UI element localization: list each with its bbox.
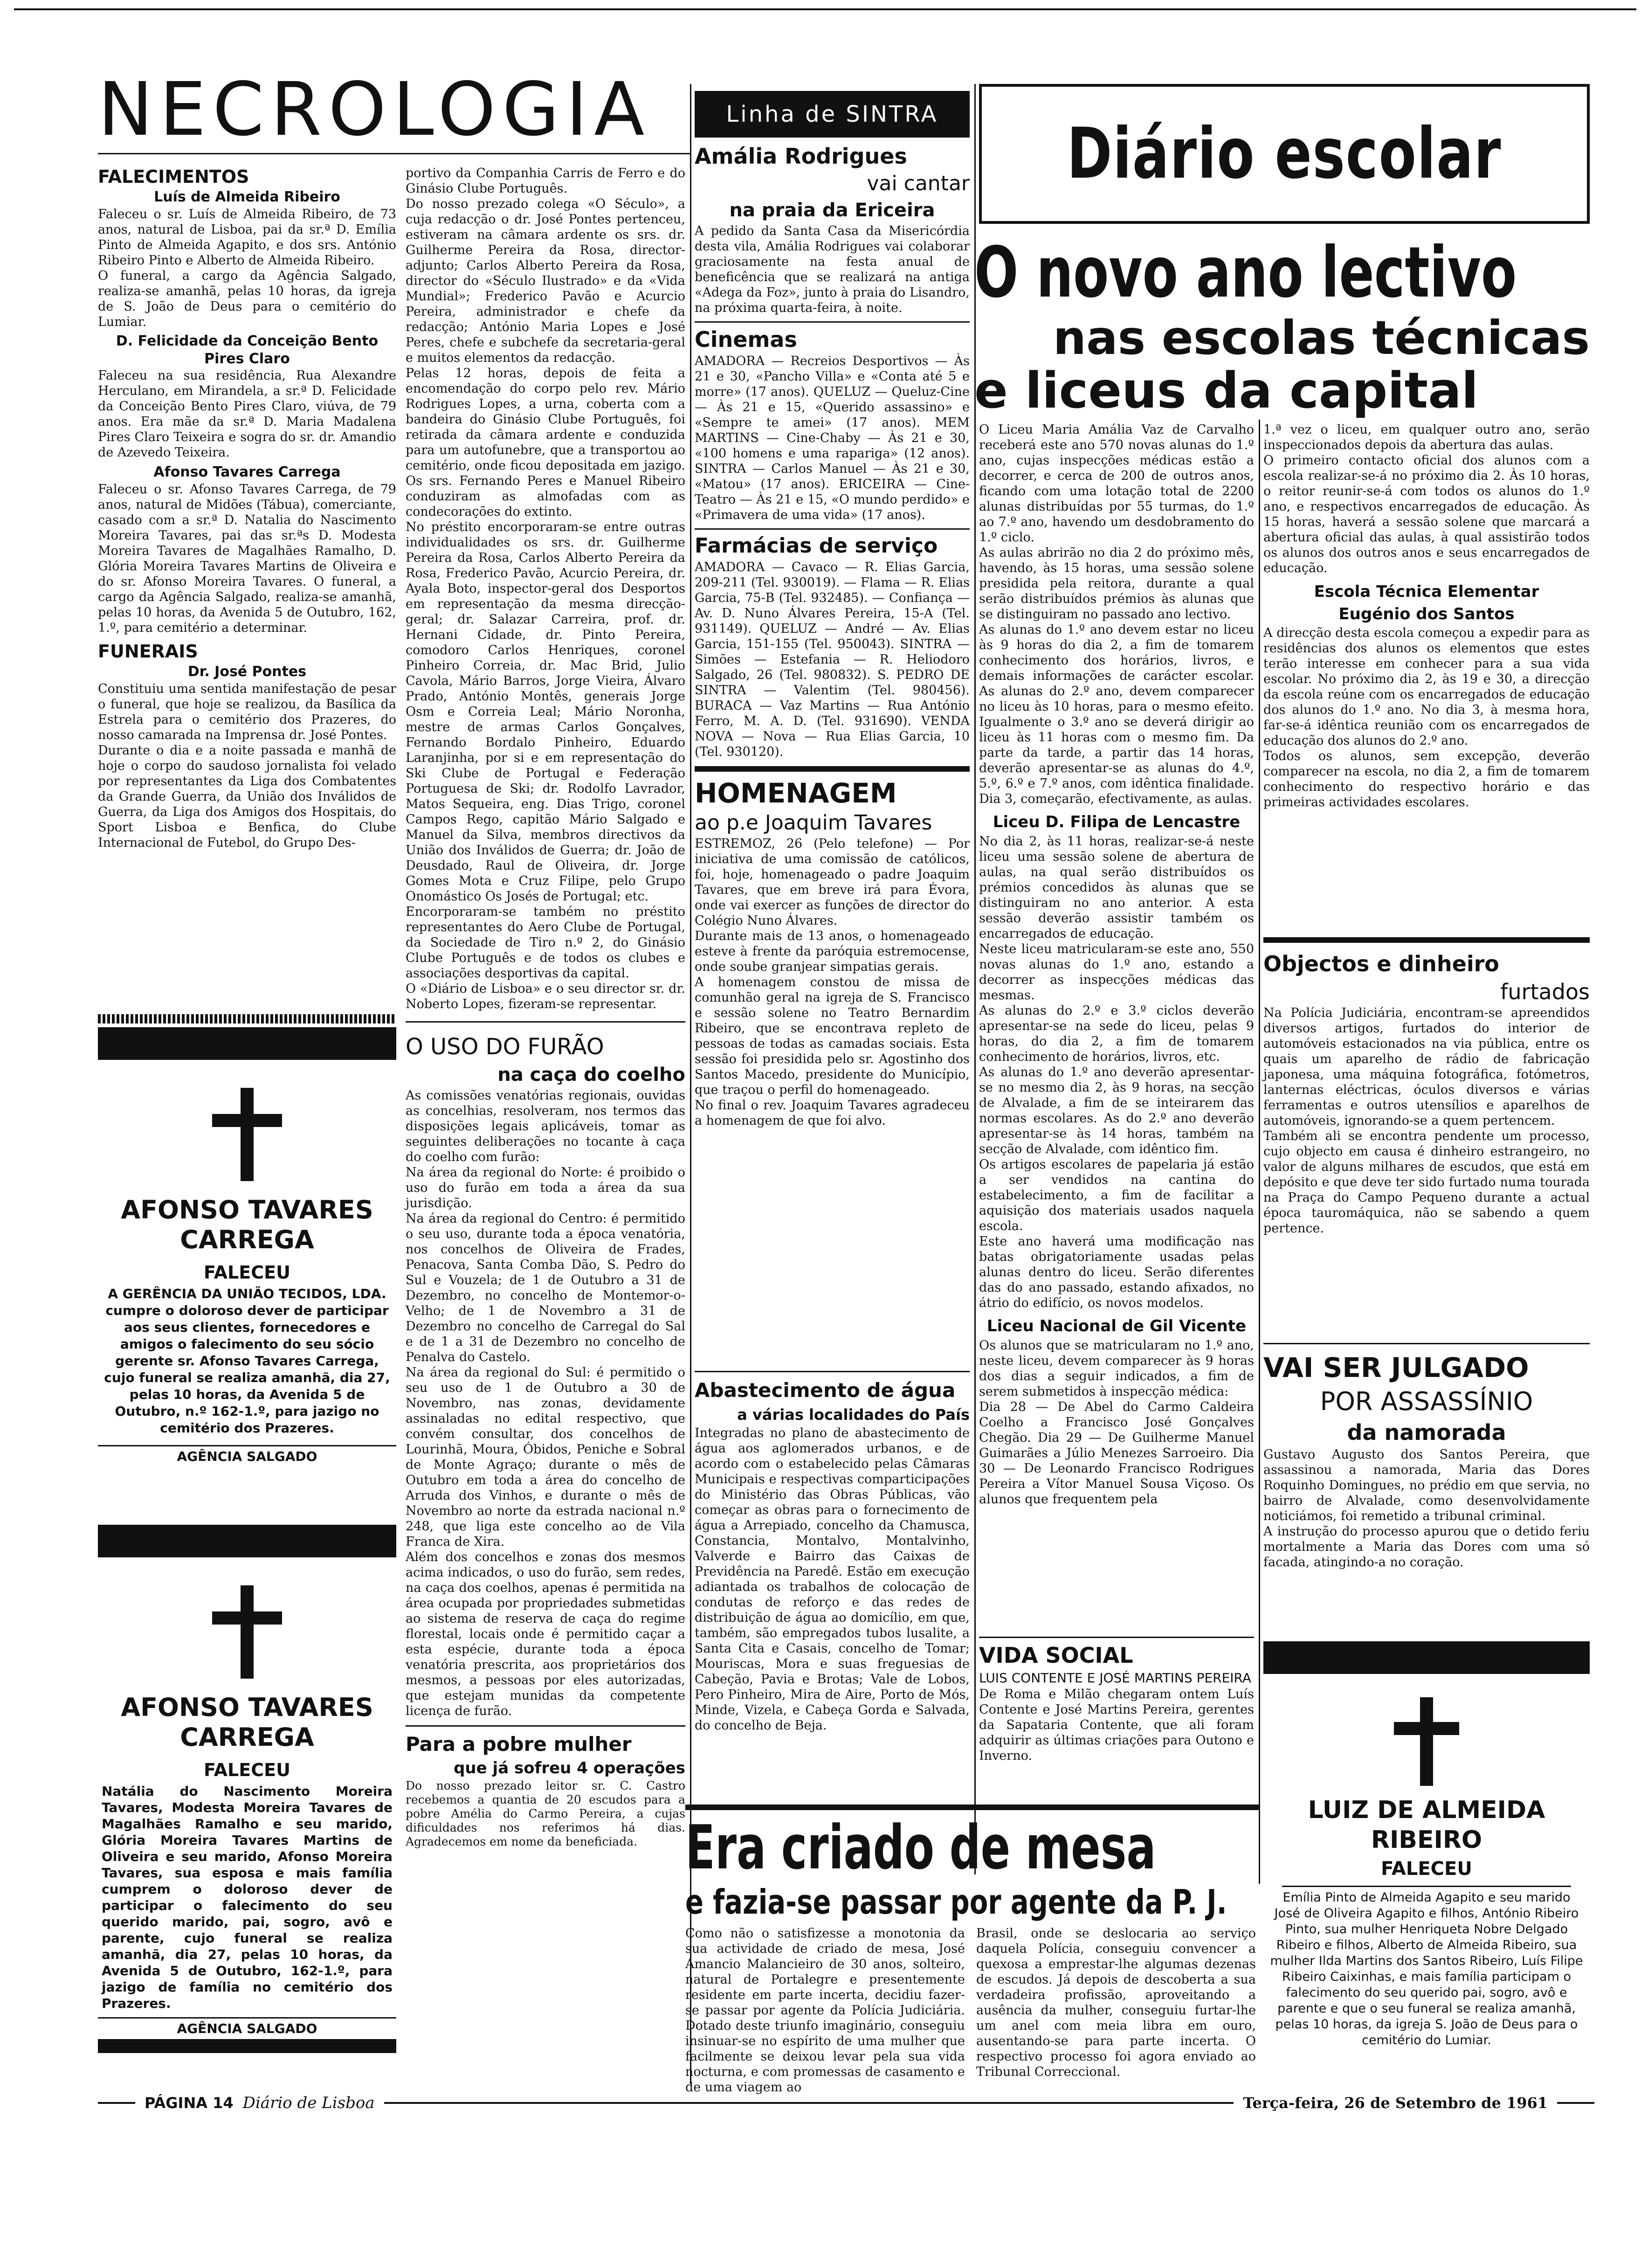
criado-subtitle: e fazia-se passar por agente da P. J. [685, 1882, 1227, 1922]
footer [98, 2089, 1594, 2117]
objectos-sub: furtados [1500, 979, 1590, 1004]
text: ESTREMOZ, 26 (Pelo telefone) — Por iniciativa de uma comissão de católicos, foi, hoje, homenageado o padre Joaquim Tavares, que em breve irá para Évora, onde vai exercer as funções de director do Colégio Nuno Álvares. [695, 837, 970, 928]
text: Este ano haverá uma modificação nas batas obrigatoriamente usadas pelas alunas dentro do liceu. Serão diferentes das do ano passado, estando afixados, no átrio do edifício, os novos modelos. [979, 1234, 1254, 1310]
ad-faleceu: FALECEU [1381, 1858, 1472, 1880]
divider [1263, 1343, 1590, 1344]
ad-name: RIBEIRO [1371, 1826, 1482, 1854]
cinemas-title: Cinemas [695, 327, 797, 352]
julgado-section [1263, 1343, 1590, 1641]
page-number: PÁGINA 14 [145, 2094, 234, 2112]
footer-rule [98, 2102, 135, 2104]
divider [979, 1637, 1254, 1638]
necrologia-left [98, 166, 396, 1098]
text: Brasil, onde se deslocaria ao serviço daquela Polícia, conseguiu convencer a quexosa a emprestar-lhe algumas dezenas de escudos. Já depois de descoberta a sua verdadeira profissão, aproveitando a ausência da mulher, conseguiu furtar-lhe um anel com meia libra em ouro, ausentando-se para parte incerta. O respectivo processo foi agora enviado ao Tribunal Correccional. [976, 1926, 1256, 2079]
issue-date: Terça-feira, 26 de Setembro de 1961 [1243, 2094, 1548, 2112]
headline-2: nas escolas técnicas [1053, 311, 1590, 365]
julgado-title: POR ASSASSÍNIO [1320, 1387, 1533, 1416]
falecimentos-heading: FALECIMENTOS [98, 166, 249, 187]
text: As alunas do 1.º ano devem estar no liceu às 9 horas do dia 2, a fim de tomarem conhecimento dos horários, livros, e demais informações de carácter escolar. As alunas do 2.º ano, devem comparecer no liceu às 10 horas, para o mesmo efeito. Igualmente o 3.º ano se deverá dirigir ao liceu às 11 horas com o mesmo fim. Da parte da tarde, a partir das 14 horas, deverão apresentar-se as alunas do 4.º, 5.º, 6.º e 7.º anos, com idêntica finalidade. Dia 3, começarão, efectivamente, as aulas. [979, 622, 1254, 806]
cross-icon [1394, 1697, 1459, 1786]
julgado-sub: da namorada [1347, 1420, 1506, 1445]
text: Na área da regional do Centro: é permitido o seu uso, durante toda a época venatória, nos concelhos de Oliveira de Frades, Penacova, Santa Comba Dão, S. Pedro do Sul e Vouzela; de 1 de Outubro a 31 de Dezembro, no concelho de Montemor-o-Velho; de 1 de Novembro a 31 de Dezembro no concelho de Carregal do Sal e de 1 a 31 de Dezembro no concelho de Penalva do Castelo. [406, 1211, 685, 1364]
text: As alunas do 2.º e 3.º ciclos deverão apresentar-se na sede do liceu, pelas 9 horas, do dia 2, a fim de tomarem conhecimento de horários, livros, etc. [979, 1003, 1254, 1064]
furao-title: O USO DO FURÃO [406, 1034, 604, 1060]
headline-3: e liceus da capital [974, 362, 1479, 419]
text: 1.ª vez o liceu, em qualquer outro ano, serão inspeccionados depois da abertura das aulas. [1263, 422, 1590, 452]
obit-text: Faleceu o sr. Luís de Almeida Ribeiro, de 73 anos, natural de Lisboa, pai da sr.ª D. Emília Pinto de Almeida Agapito, e dos srs. António Ribeiro Pinto e Alberto de Almeida Ribeiro. [98, 207, 396, 268]
escolar-banner-text: Diário escolar [1067, 113, 1502, 194]
ad-faleceu: FALECEU [204, 1760, 290, 1780]
text: AMADORA — Cavaco — R. Elias Garcia, 209-211 (Tel. 930019). — Flama — R. Elias Garcia, 75-B (Tel. 932485). — Confiança — Av. D. Nuno Álvares Pereira, 15-A (Tel. 931149). QUELUZ — André — Av. Elias Garcia, 151-155 (Tel. 950043). SINTRA — Simões — Estefania — R. Heliodoro Salgado, 26 (Tel. 980832). S. PEDRO DE SINTRA — Valentim (Tel. 980456). BURACA — Vaz Martins — Rua António Ferro, M. A. D. (Tel. 931690). VENDA NOVA — Nova — Rua Elias Garcia, 10 (Tel. 930120). [695, 560, 970, 759]
top-rule [14, 8, 1636, 10]
escolar-banner-box [979, 84, 1590, 224]
obit-text: Durante o dia e a noite passada e manhã de hoje o corpo do saudoso jornalista foi velado por representantes da Liga dos Combatentes da Grande Guerra, da União dos Inválidos de Guerra, da Liga dos Amigos dos Hospitais, do Sport Lisboa e Benfica, do Clube Internacional de Futebol, do Grupo Des- [98, 743, 396, 850]
obit-name: Dr. José Pontes [187, 664, 307, 680]
ad-text: A GERÊNCIA DA UNIÃO TECIDOS, LDA. cumpre o doloroso dever de participar aos seus clientes, fornecedores e amigos o falecimento do seu sócio gerente sr. Afonso Tavares Carrega, cujo funeral se realiza amanhã, dia 27, pelas 10 horas, da Avenida 5 de Outubro, n.º 162-1.º, para jazigo no cemitério dos Prazeres. [104, 1286, 390, 1436]
pobre-subtitle: que já sofreu 4 operações [454, 1759, 685, 1777]
vida-social [979, 1637, 1254, 1786]
text: Durante mais de 13 anos, o homenageado esteve à frente da paróquia estremocense, onde soube granjear simpatias gerais. [695, 929, 970, 974]
text: O «Diário de Lisboa» e o seu director sr. dr. Noberto Lopes, fizeram-se representar. [406, 982, 685, 1011]
escolar-col-b [1263, 422, 1590, 935]
funeral-ad-1 [98, 1014, 396, 1522]
eugenio-title: Escola Técnica Elementar Eugénio dos Santos [1314, 582, 1539, 623]
amalia-sub: vai cantar [867, 172, 970, 195]
text: No final o rev. Joaquim Tavares agradeceu a homenagem de que foi alvo. [695, 1098, 970, 1128]
criado-title: Era criado de mesa [685, 1812, 1156, 1883]
ad-name: LUIZ DE ALMEIDA [1308, 1796, 1545, 1824]
ad-name: AFONSO TAVARES CARREGA [121, 1195, 373, 1254]
text: As comissões venatórias regionais, ouvidas as concelhias, resolveram, nos termos das disposições legais aplicáveis, tomar as seguintes deliberações no tocante à caça do coelho com furão: [406, 1088, 685, 1164]
text: Encorporaram-se também no préstito representantes do Aero Clube de Portugal, da Sociedade de Tiro n.º 2, do Ginásio Clube Português e de todos os clubes e associações desportivas da capital. [406, 905, 685, 981]
divider [406, 1021, 685, 1023]
footer-rule [1557, 2102, 1594, 2104]
text: As aulas abrirão no dia 2 do próximo mês, havendo, às 15 horas, uma sessão solene presidida pela reitora, durante a qual serão distribuídos prémios às alunas que se distinguiram no passado ano lectivo. [979, 546, 1254, 622]
text: A homenagem constou de missa de comunhão geral na igreja de S. Francisco e sessão solene no Teatro Bernardim Ribeiro, que se encontrava repleto de pessoas de todas as camadas sociais. Esta sessão foi presidida pelo sr. Agostinho dos Santos Macedo, presidente do Município, que traçou o perfil do homenageado. [695, 975, 970, 1097]
amalia-title: Amália Rodrigues [695, 144, 907, 169]
funeral-ad-2 [98, 1525, 396, 2080]
agua-title: Abastecimento de água [695, 1379, 956, 1402]
objectos-title: Objectos e dinheiro [1263, 951, 1499, 976]
text: Pelas 12 horas, depois de feita a encomendação do corpo pelo rev. Mário Rodrigues Lopes, a urna, coberta com a bandeira do Ginásio Clube Português, foi retirada da câmara ardente e conduzida para um autofunebre, que a transportou ao cemitério, onde ficou depositada em jazigo. Os srs. Fernando Peres e Manuel Ribeiro conduziram as almofadas com as condecorações do extinto. [406, 366, 685, 519]
obit-text: Faleceu o sr. Afonso Tavares Carrega, de 79 anos, natural de Midões (Tábua), comerciante, casado com a sr.ª D. Natalia do Nascimento Moreira Tavares, pai das sr.ªs D. Modesta Moreira Tavares de Magalhães Ramalho, D. Glória Moreira Tavares Martins de Oliveira e do sr. Afonso Moreira Tavares. O funeral, a cargo da Agência Salgado, realiza-se amanhã, pelas 10 horas, da Avenida 5 de Outubro, 162, 1.º, para cemitério a determinar. [98, 482, 396, 635]
ad-agency: AGÊNCIA SALGADO [177, 2021, 317, 2036]
pobre-title: Para a pobre mulher [406, 1733, 632, 1756]
text: Do nosso prezado colega «O Século», a cuja redacção o dr. José Pontes pertenceu, estiveram na câmara ardente os srs. dr. Guilherme Pereira da Rosa, director-adjunto; Carlos Alberto Pereira da Rosa, director do «Século Ilustrado» e da «Vida Mundial»; Frederico Pavão e Acurcio Pereira, administrador e chefe da redacção; António Maria Lopes e José Peres, chefe e subchefe da secretaria-geral e muitos elementos da redacção. [406, 197, 685, 365]
divider [695, 1371, 970, 1372]
ad-border-bar [98, 1014, 396, 1023]
divider [98, 153, 690, 154]
objectos-section [1263, 937, 1590, 1338]
homenagem-sub: ao p.e Joaquim Tavares [695, 811, 932, 835]
text: Integradas no plano de abastecimento de água aos aglomerados urbanos, e de acordo com o estabelecido pelas Câmaras Municipais e respectivas comparticipações do Ministério das Obras Públicas, vão começar as obras para o fornecimento de água a Arrepiado, concelho da Chamusca, Constancia, Montalvo, Montalvinho, Valverde e Bairro das Caixas de Previdência na Paredê. Estão em execução adiantada os trabalhos de colocação de condutas de reforço e das redes de distribuição de água ao domicílio, em que, também, são empregados tubos lusalite, a Santa Cita e Casais, concelho de Tomar; Mouriscas, Mora e suas freguesias de Cabeção, Pavia e Brotas; Vale de Lobos, Pero Pinheiro, Mira de Aire, Porto de Mós, Minde, Vizela, e Cabeça Gorda e Salvada, do concelho de Beja. [695, 1426, 970, 1733]
divider [695, 528, 970, 530]
sintra-banner [695, 91, 970, 138]
vida-title: VIDA SOCIAL [979, 1643, 1133, 1668]
text: De Roma e Milão chegaram ontem Luís Contente e José Martins Pereira, gerentes da Sapataria Contente, que ali foram adquirir as últimas criações para Outono e Inverno. [979, 1687, 1254, 1763]
criado-section [685, 1805, 1259, 2095]
obit-text: Constituiu uma sentida manifestação de pesar o funeral, que hoje se realizou, da Basílica da Estrela para o cemitério dos Prazeres, do nosso camarada na Imprensa dr. José Pontes. [98, 682, 396, 742]
funerais-heading: FUNERAIS [98, 641, 198, 662]
gil-title: Liceu Nacional de Gil Vicente [986, 1317, 1247, 1335]
text: O Liceu Maria Amália Vaz de Carvalho receberá este ano 570 novas alunas do 1.º ano, cujas inspecções médicas estão a decorrer, e cerca de 200 de outros anos, ficando com uma lotação total de 2200 alunas distribuídas por 55 turmas, do 1.º ao 7.º ano, havendo um desdobramento do 1.º ciclo. [979, 422, 1254, 545]
divider [1282, 1886, 1571, 1887]
text: AMADORA — Recreios Desportivos — Às 21 e 30, «Pancho Villa» e «Conta até 5 e morre» (17 anos). QUELUZ — Queluz-Cine — Às 21 e 15, «Querido assassino» e «Sempre te amei» (17 anos). MEM MARTINS — Cine-Chaby — Às 21 e 30, «100 homens e uma rapariga» (12 anos). SINTRA — Carlos Manuel — Às 21 e 30, «Matou» (17 anos). ERICEIRA — Cine-Teatro — Às 21 e 15, «O mundo perdido» e «Primavera de uma vida» (17 anos). [695, 354, 970, 522]
agua-sub: a várias localidades do País [737, 1406, 970, 1424]
text: A direcção desta escola começou a expedir para as residências dos alunos os elementos que estes terão interesse em conhecer para a sua vida escolar. No próximo dia 2, às 19 e 30, a direcção da escola reúne com os encarregados de educação dos alunos do 1.º ano. No dia 3, à mesma hora, far-se-á idêntica reunião com os encarregados de educação dos alunos do 2.º ano. [1263, 626, 1590, 748]
amalia-sub: na praia da Ericeira [729, 200, 935, 221]
text: A pedido da Santa Casa da Misericórdia desta vila, Amália Rodrigues vai colaborar graciosamente na festa anual de beneficência que se realizará na antiga «Adega da Foz», junto à praia do Lisandro, na próxima quarta-feira, à noite. [695, 224, 970, 315]
agua-section [695, 1371, 970, 1837]
text: Dia 28 — De Abel do Carmo Caldeira Coelho a Francisco José Gonçalves Chegão. Dia 29 — De Guilherme Manuel Guimarães a Júlio Menezes Sarroeiro. Dia 30 — De Leonardo Francisco Rodrigues Pereira a Vítor Manuel Sousa Viçoso. Os alunos que frequentem pela [979, 1400, 1254, 1507]
escolar-headline [974, 233, 1590, 420]
text: Na Polícia Judiciária, encontram-se apreendidos diversos artigos, furtados do interior de automóveis estacionados na via pública, entre os quais um aparelho de rádio de fabricação japonesa, uma máquina fotográfica, fotómetros, lanternas eléctricas, óculos diversos e várias ferramentas e outros utensílios e aparelhos de automóveis, ignorando-se a quem pertencem. [1263, 1006, 1590, 1128]
text: Neste liceu matricularam-se este ano, 550 novas alunas do 1.º ano, estando a decorrer as inspecções médicas das mesmas. [979, 942, 1254, 1003]
cross-icon [212, 1585, 282, 1679]
obit-name: D. Felicidade da Conceição Bento Pires Claro [116, 333, 379, 367]
text: Do nosso prezado leitor sr. C. Castro recebemos a quantia de 20 escudos para a pobre Amélia do Carmo Pereira, a cujas dificuldades nos referimos há dias. Agradecemos em nome da beneficiada. [406, 1779, 685, 1848]
ad-black-bar [98, 1525, 396, 1557]
obit-text: O funeral, a cargo da Agência Salgado, realiza-se amanhã, pelas 10 horas, da igreja de S. João de Deus para o cemitério do Lumiar. [98, 269, 396, 329]
ad-black-bar [98, 1027, 396, 1060]
funeral-ad-3 [1263, 1641, 1590, 2089]
escolar-banner [979, 84, 1590, 233]
obit-name: Luís de Almeida Ribeiro [154, 189, 340, 205]
ad-faleceu: FALECEU [204, 1262, 290, 1283]
text: Os alunos que se matricularam no 1.º ano, neste liceu, devem comparecer às 9 horas dos dias a seguir indicados, a fim de serem submetidos à inspecção médica: [979, 1338, 1254, 1399]
text: Gustavo Augusto dos Santos Pereira, que assassinou a namorada, Maria das Dores Roquinho Domingues, no prédio em que servia, no bairro de Alvalade, como desenvolvidamente noticiámos, foi remetido a tribunal criminal. [1263, 1447, 1590, 1523]
divider [695, 766, 970, 772]
column-rule [690, 84, 691, 2084]
julgado-title: VAI SER JULGADO [1263, 1352, 1529, 1383]
divider [1263, 937, 1590, 943]
text: portivo da Companhia Carris de Ferro e do Ginásio Clube Português. [406, 166, 685, 196]
text: As alunas do 1.º ano deverão apresentar-se no mesmo dia 2, às 9 horas, na secção de Alvalade, a fim de se inteirarem das normas escolares. As do 2.º ano deverão apresentar-se às 14 horas, também na secção de Alvalade, com idêntico fim. [979, 1065, 1254, 1156]
column-rule [1259, 420, 1260, 1884]
text: Os artigos escolares de papelaria já estão a ser vendidos na cantina do estabelecimento, a fim de facilitar a aquisição dos materiais usados naquela escola. [979, 1157, 1254, 1233]
vida-sub: LUIS CONTENTE E JOSÉ MARTINS PEREIRA [979, 1670, 1252, 1686]
text: Além dos concelhos e zonas dos mesmos acima indicados, o uso do furão, sem redes, na caça dos coelhos, apenas é permitida na área ocupada por propriedades submetidas ao sistema de reserva de caça do regime florestal, locais onde é permitido caçar a esta espécie, durante toda a época venatória prescrita, aos proprietários dos mesmos, a pessoas por eles autorizadas, que estejam munidas da competente licença de furão. [406, 1550, 685, 1718]
paper-name: Diário de Lisboa [242, 2094, 375, 2112]
ad-name: AFONSO TAVARES CARREGA [121, 1693, 373, 1752]
ad-text: Natália do Nascimento Moreira Tavares, Modesta Moreira Tavares de Magalhães Ramalho e seu marido, Glória Moreira Tavares Martins de Oliveira e seu marido, Afonso Moreira Tavares, sua esposa e mais família cumprem o doloroso dever de participar o falecimento do seu querido marido, pai, sogro, avô e parente, cujo funeral se realiza amanhã, dia 27, pelas 10 horas, da Avenida 5 de Outubro, 162-1.º, para jazigo de família no cemitério dos Prazeres. [102, 1784, 393, 2011]
furao-subtitle: na caça do coelho [497, 1064, 685, 1086]
escolar-col-a [979, 422, 1254, 1634]
cross-icon [212, 1088, 282, 1181]
footer-rule [384, 2102, 1234, 2104]
ad-agency: AGÊNCIA SALGADO [177, 1449, 317, 1464]
farmacias-title: Farmácias de serviço [695, 534, 938, 558]
text: O primeiro contacto oficial dos alunos com a escola realizar-se-á no próximo dia 2. Às 10 horas, o reitor reunir-se-á com todos os alunos do 1.º ano, e respectivos encarregados de educação. Às 15 horas, haverá a sessão solene que marcará a abertura oficial das aulas, à qual assistirão todos os alunos dos outros anos e seus encarregados de educação. [1263, 453, 1590, 575]
necrologia-title: NECROLOGIA [98, 67, 651, 152]
ad-black-bar [98, 2039, 396, 2053]
sintra-banner-text: Linha de SINTRA [726, 101, 938, 127]
text: Na área da regional do Sul: é permitido o seu uso de 1 de Outubro a 30 de Novembro, nas zonas, devidamente assinaladas no edital respectivo, que convém consultar, dos concelhos de Lourinhã, Moura, Óbidos, Peniche e Sobral de Monte Agraço; durante o mês de Outubro em toda a área do concelho de Arruda dos Vinhos, e durante o mês de Novembro ao norte da estrada nacional n.º 248, que liga este concelho ao de Vila Franca de Xira. [406, 1365, 685, 1549]
divider [695, 321, 970, 323]
ad-text: Emília Pinto de Almeida Agapito e seu marido José de Oliveira Agapito e filhos, António Ribeiro Pinto, sua mulher Henriqueta Nobre Delgado Ribeiro e filhos, Alberto de Almeida Ribeiro, sua mulher Ilda Martins dos Santos Ribeiro, Luís Filipe Ribeiro Caixinhas, e mais família participam o falecimento do seu querido pai, sogro, avô e parente e que o seu funeral se realiza amanhã, pelas 10 horas, da igreja S. João de Deus para o cemitério do Lumiar. [1270, 1890, 1583, 2047]
divider [406, 1725, 685, 1727]
sintra-column [695, 91, 970, 1364]
headline-1: O novo ano lectivo [974, 232, 1517, 313]
col2 [406, 166, 685, 2087]
text: Como não o satisfizesse a monotonia da sua actividade de criado de mesa, José Amancio Malancieiro de 30 anos, solteiro, natural de Portalegre e presentemente residente em parte incerta, decidiu fazer-se passar por agente da Polícia Judiciária. Dotado deste triunfo imaginário, conseguiu insinuar-se no espírito de uma mulher que facilmente se deixou levar pela sua vida nocturna, e com promessas de casamento e de uma viagem ao [685, 1926, 965, 2095]
obit-text: Faleceu na sua residência, Rua Alexandre Herculano, em Mirandela, a sr.ª D. Felicidade da Conceição Bento Pires Claro, viúva, de 79 anos. Era mãe da sr.ª D. Maria Madalena Pires Claro Teixeira e sogra do sr. dr. Amandio de Azevedo Teixeira. [98, 368, 396, 460]
text: No dia 2, às 11 horas, realizar-se-á neste liceu uma sessão solene de abertura de aulas, na qual serão distribuídos os prémios concedidos às alunas que se distinguiram no ano anterior. A esta sessão deverão assistir também os encarregados de educação. [979, 834, 1254, 941]
text: No préstito encorporaram-se entre outras individualidades os srs. dr. Guilherme Pereira da Rosa, Carlos Alberto Pereira da Rosa, Frederico Pavão, Acurcio Pereira, dr. Ayala Boto, inspector-geral dos Desportos em representação da mesma direcção-geral; dr. Salazar Carreira, prof. dr. Hernani Cidade, dr. Pinto Pereira, comodoro Carlos Henriques, coronel Pinheiro Correia, dr. Mac Brid, Julio Cavola, Mário Barros, Jorge Vieira, Álvaro Prado, António Montês, generais Jorge Osm e Correia Leal; Mário Noronha, mestre de armas Carlos Gonçalves, Fernando Bordalo Pinheiro, Eduardo Laranjinha, por si e em representação do Ski Clube de Portugal e Federação Portuguesa de Ski; dr. Rodolfo Lavrador, Matos Sequeira, eng. Dias Trigo, coronel Campos Rego, capitão Mário Salgado e Manuel da Silva, membros directivos da União dos Inválidos de Guerra; dr. João de Deusdado, Raul de Oliveira, dr. Jorge Gomes Mota e Cruz Filipe, pelo Grupo Onomástico Os Josés de Portugal; etc. [406, 520, 685, 904]
text: Na área da regional do Norte: é proibido o uso do furão em toda a área da sua jurisdição. [406, 1165, 685, 1210]
text: Também ali se encontra pendente um processo, cujo objecto em causa é dinheiro estrangeiro, no valor de alguns milhares de escudos, que está em depósito e que deve ter sido furtado numa tourada na Praça do Campo Pequeno durante a actual época tauromáquica, não se sabendo a quem pertence. [1263, 1129, 1590, 1236]
obit-name: Afonso Tavares Carrega [153, 464, 341, 480]
ad-black-bar [1263, 1641, 1590, 1674]
text: A instrução do processo apurou que o detido feriu mortalmente a Maria das Dores com uma só facada, atingindo-a no coração. [1263, 1524, 1590, 1570]
text: Todos os alunos, sem excepção, deverão comparecer na escola, no dia 2, a fim de tomarem conhecimento do respectivo horário e das primeiras actividades escolares. [1263, 749, 1590, 809]
divider [685, 1805, 1259, 1810]
homenagem-title: HOMENAGEM [695, 777, 897, 809]
filipa-title: Liceu D. Filipa de Lencastre [993, 813, 1241, 831]
